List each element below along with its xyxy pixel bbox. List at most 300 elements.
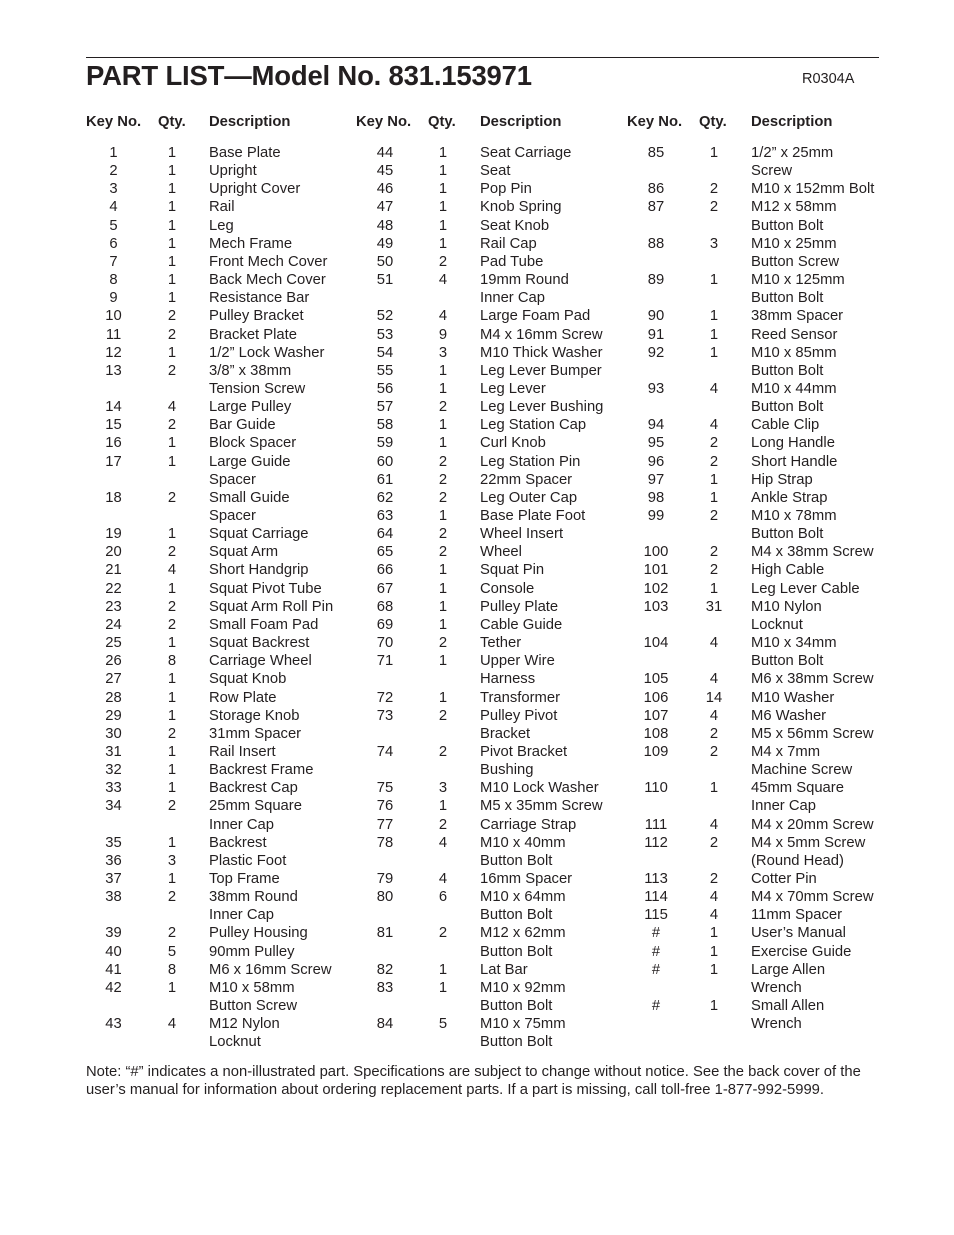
header-description: Description [480,114,562,130]
quantity: 5 [167,943,177,960]
part-description: M5 x 35mm Screw [480,798,603,815]
part-description: M10 x 40mm [480,834,566,851]
part-description: Squat Pin [480,562,545,579]
part-description: Pulley Housing [209,925,308,942]
key-number: 84 [376,1016,394,1033]
part-description: M4 x 5mm Screw [751,834,866,851]
key-number: 54 [376,344,394,361]
quantity: 1 [438,181,448,198]
part-description: Front Mech Cover [209,253,328,270]
part-description: Base Plate [209,145,281,161]
part-description: Hip Strap [751,471,813,488]
part-description: Lat Bar [480,961,528,978]
part-description: Machine Screw [751,762,853,779]
key-number: 85 [647,145,665,161]
key-number: 14 [105,399,122,416]
key-number: 109 [643,743,669,760]
quantity: 1 [167,435,177,452]
key-number: 26 [105,653,122,670]
quantity: 1 [167,871,177,887]
part-description: 3/8” x 38mm [209,362,292,379]
key-number: 65 [376,544,394,561]
key-number: 22 [105,580,122,597]
key-number: 66 [376,562,394,579]
quantity: 1 [438,145,448,161]
quantity: 1 [438,653,448,670]
part-description: 38mm Spacer [751,308,844,325]
quantity: 1 [167,235,177,252]
part-description: Leg Lever Bushing [480,399,604,416]
key-number: 39 [105,925,122,942]
key-number: 30 [105,725,122,742]
quantity: 1 [709,489,719,506]
part-description: Button Bolt [751,526,824,543]
part-description: Spacer [209,508,256,524]
key-number: 69 [376,616,394,633]
part-description: Leg Station Pin [480,453,581,470]
key-number: 110 [644,780,668,797]
quantity: 1 [167,526,177,543]
key-number: 92 [647,344,665,361]
part-description: Transformer [480,689,561,706]
part-description: Button Bolt [480,943,553,960]
key-number: 59 [376,435,394,452]
key-number: 93 [647,380,665,397]
key-number: 74 [376,743,394,760]
quantity: 1 [167,580,177,597]
quantity: 14 [705,689,723,706]
part-description: M4 x 16mm Screw [480,326,603,343]
part-description: Button Bolt [751,399,824,416]
part-description: M10 x 75mm [480,1016,566,1033]
part-description: Storage Knob [209,707,300,724]
key-number: 47 [376,199,394,216]
key-number: 33 [105,780,122,797]
part-description: Mech Frame [209,235,293,252]
part-description: Pulley Plate [480,598,559,615]
part-description: Row Plate [209,689,277,706]
quantity: 2 [167,544,177,561]
quantity: 2 [709,508,719,524]
part-description: Screw [751,163,793,180]
part-description: Leg Lever Bumper [480,362,602,379]
quantity: 3 [709,235,719,252]
key-number: 52 [376,308,394,325]
key-number: 46 [376,181,394,198]
key-number: 88 [647,235,665,252]
key-number: 111 [644,816,668,833]
quantity: 1 [438,380,448,397]
part-description: Squat Knob [209,671,287,688]
part-description: Curl Knob [480,435,546,452]
quantity: 2 [167,489,177,506]
key-number: 56 [376,380,394,397]
part-description: Carriage Strap [480,816,577,833]
part-description: Leg [209,217,234,234]
quantity: 1 [438,435,448,452]
part-description: Button Bolt [751,217,824,234]
part-description: Knob Spring [480,199,562,216]
key-number: 55 [376,362,394,379]
key-number: 28 [105,689,122,706]
part-description: Seat Knob [480,217,550,234]
quantity: 1 [438,163,448,180]
key-number: 64 [376,526,394,543]
key-number: 97 [647,471,665,488]
quantity: 2 [709,871,719,887]
part-description: M10 x 125mm [751,272,845,289]
key-number: 87 [647,199,665,216]
part-description: Wheel [480,544,522,561]
quantity: 2 [709,199,719,216]
quantity: 1 [438,508,448,524]
key-number: 107 [643,707,669,724]
header-description: Description [751,114,833,130]
key-number: 10 [105,308,122,325]
key-number: 34 [105,798,122,815]
part-description: 38mm Round [209,889,298,906]
key-number: 48 [376,217,394,234]
key-number: 27 [105,671,122,688]
quantity: 31 [705,598,723,615]
key-number: 12 [105,344,122,361]
part-description: Pivot Bracket [480,743,568,760]
part-description: 19mm Round [480,272,569,289]
quantity: 1 [709,308,719,325]
part-description: M10 Nylon [751,598,822,615]
key-number: 113 [644,871,668,887]
part-description: Cotter Pin [751,871,817,887]
part-description: Button Bolt [480,852,553,869]
key-number: 13 [105,362,122,379]
quantity: 4 [167,399,177,416]
quantity: 1 [709,272,719,289]
key-number: 68 [376,598,394,615]
key-number: 35 [105,834,122,851]
page-title: PART LIST—Model No. 831.153971 [86,60,532,91]
key-number: 67 [376,580,394,597]
quantity: 4 [167,562,177,579]
part-description: Bracket [480,725,531,742]
part-description: Button Bolt [480,998,553,1015]
part-description: Console [480,580,535,597]
part-description: 45mm Square [751,780,844,797]
part-description: Short Handgrip [209,562,309,579]
quantity: 2 [167,798,177,815]
key-number: 15 [105,417,122,434]
part-description: M10 Thick Washer [480,344,603,361]
quantity: 2 [167,326,177,343]
header-key-no: Key No. [356,114,412,130]
quantity: 1 [709,471,719,488]
key-number: 36 [105,852,122,869]
part-description: Seat [480,163,511,180]
part-description: (Round Head) [751,852,844,869]
quantity: 1 [167,253,177,270]
key-number: 104 [643,635,669,652]
part-description: M10 x 44mm [751,380,837,397]
quantity: 1 [438,562,448,579]
part-description: Inner Cap [480,290,545,307]
quantity: 4 [709,816,719,833]
part-description: Carriage Wheel [209,653,312,670]
quantity: 4 [709,907,719,924]
part-description: Button Screw [209,998,298,1015]
key-number: 76 [376,798,394,815]
key-number: 7 [109,253,118,270]
key-number: 94 [647,417,665,434]
part-description: Large Allen [751,961,826,978]
part-description: M4 x 38mm Screw [751,544,874,561]
key-number: 63 [376,508,394,524]
document-code: R0304A [802,71,855,87]
key-number: 79 [376,871,394,887]
quantity: 2 [167,889,177,906]
key-number: 4 [109,199,118,216]
quantity: 1 [167,272,177,289]
part-description: Tension Screw [209,380,306,397]
part-description: High Cable [751,562,825,579]
part-description: 31mm Spacer [209,725,302,742]
part-description: Inner Cap [209,907,274,924]
key-number: 1 [109,145,118,161]
part-description: Large Foam Pad [480,308,591,325]
quantity: 1 [167,762,177,779]
part-description: Small Foam Pad [209,616,319,633]
key-number: 96 [647,453,665,470]
key-number: 61 [376,471,394,488]
key-number: 25 [105,635,122,652]
quantity: 2 [438,635,448,652]
key-number: 18 [105,489,122,506]
part-description: Long Handle [751,435,835,452]
part-description: Bracket Plate [209,326,298,343]
part-description: 1/2” Lock Washer [209,344,325,361]
key-number: 100 [643,544,669,561]
key-number: 77 [376,816,394,833]
quantity: 1 [438,979,448,996]
quantity: 2 [709,453,719,470]
key-number: 3 [109,181,118,198]
key-number: 5 [109,217,118,234]
quantity: 2 [167,417,177,434]
quantity: 1 [438,217,448,234]
footnote: Note: “#” indicates a non-illustrated part. Specifications are subject to change without notice. See the back cover of the user’s manual for information about ordering replacement parts. If a part is missing, call toll-free 1-877-992-5999. [86,1064,861,1099]
part-description: M10 x 34mm [751,635,837,652]
part-description: M10 Washer [751,689,835,706]
part-description: Small Allen [751,998,825,1015]
part-description: Locknut [751,616,803,633]
quantity: 1 [438,580,448,597]
quantity: 4 [709,635,719,652]
quantity: 1 [167,290,177,307]
key-number: 81 [376,925,394,942]
part-description: Button Screw [751,253,840,270]
quantity: 1 [167,145,177,161]
quantity: 4 [438,871,448,887]
quantity: 1 [709,961,719,978]
quantity: 2 [709,834,719,851]
part-description: M10 x 25mm [751,235,837,252]
quantity: 4 [709,417,719,434]
part-description: M12 x 58mm [751,199,837,216]
key-number: 105 [643,671,669,688]
part-description: Bushing [480,762,534,779]
part-description: Squat Pivot Tube [209,580,322,597]
key-number: 60 [376,453,394,470]
key-number: 31 [105,743,122,760]
part-description: Spacer [209,471,256,488]
quantity: 2 [709,725,719,742]
part-description: Short Handle [751,453,838,470]
key-number: 95 [647,435,665,452]
quantity: 6 [438,889,448,906]
key-number: # [651,998,661,1015]
part-description: Button Bolt [480,1034,553,1051]
key-number: 50 [376,253,394,270]
part-description: Bar Guide [209,417,276,434]
quantity: 2 [438,253,448,270]
part-description: M10 x 85mm [751,344,837,361]
quantity: 2 [709,181,719,198]
part-description: Ankle Strap [751,489,828,506]
part-description: Block Spacer [209,435,297,452]
part-description: Rail [209,199,235,216]
quantity: 1 [709,780,719,797]
part-description: Rail Cap [480,235,537,252]
quantity: 2 [438,471,448,488]
part-description: Top Frame [209,871,280,887]
key-number: 11 [105,326,122,343]
quantity: 3 [167,852,177,869]
part-description: M10 x 152mm Bolt [751,181,875,198]
quantity: 2 [167,308,177,325]
key-number: 19 [105,526,122,543]
part-description: M12 x 62mm [480,925,566,942]
key-number: 90 [647,308,665,325]
key-number: 80 [376,889,394,906]
key-number: 89 [647,272,665,289]
quantity: 2 [438,453,448,470]
part-description: Pad Tube [480,253,544,270]
part-description: Wrench [751,979,802,996]
part-description: Leg Outer Cap [480,489,578,506]
key-number: # [651,925,661,942]
quantity: 1 [167,780,177,797]
part-description: M6 x 16mm Screw [209,961,332,978]
part-description: Squat Arm [209,544,279,561]
quantity: 4 [709,889,719,906]
part-description: Plastic Foot [209,852,287,869]
quantity: 1 [438,598,448,615]
quantity: 1 [709,580,719,597]
quantity: 1 [167,199,177,216]
part-description: 11mm Spacer [751,907,843,924]
key-number: 98 [647,489,665,506]
quantity: 1 [438,235,448,252]
quantity: 1 [167,671,177,688]
key-number: 72 [376,689,394,706]
part-description: Tether [480,635,522,652]
key-number: 8 [109,272,118,289]
key-number: 70 [376,635,394,652]
part-description: Upright [209,163,257,180]
part-description: Leg Lever Cable [751,580,860,597]
quantity: 2 [438,925,448,942]
part-description: Wheel Insert [480,526,564,543]
part-description: Harness [480,671,536,688]
quantity: 1 [167,453,177,470]
key-number: 16 [105,435,122,452]
key-number: 29 [105,707,122,724]
part-description: Wrench [751,1016,802,1033]
key-number: 41 [105,961,122,978]
quantity: 1 [167,834,177,851]
quantity: 2 [438,526,448,543]
part-description: 25mm Square [209,798,302,815]
part-description: Small Guide [209,489,290,506]
quantity: 1 [709,925,719,942]
part-description: Button Bolt [751,653,824,670]
key-number: 38 [105,889,122,906]
key-number: 24 [105,616,122,633]
key-number: # [651,961,661,978]
part-description: M12 Nylon [209,1016,280,1033]
quantity: 1 [709,998,719,1015]
quantity: 8 [167,653,177,670]
part-description: Pulley Pivot [480,707,558,724]
quantity: 1 [167,707,177,724]
key-number: 58 [376,417,394,434]
part-description: 22mm Spacer [480,471,573,488]
part-description: Pulley Bracket [209,308,304,325]
quantity: 2 [709,435,719,452]
part-description: Reed Sensor [751,326,838,343]
part-description: M4 x 20mm Screw [751,816,874,833]
key-number: 73 [376,707,394,724]
key-number: 20 [105,544,122,561]
key-number: 45 [376,163,394,180]
part-description: M10 x 64mm [480,889,566,906]
part-description: Leg Station Cap [480,417,587,434]
quantity: 2 [709,743,719,760]
part-description: Upright Cover [209,181,301,198]
quantity: 5 [438,1016,448,1033]
part-description: M10 x 92mm [480,979,566,996]
part-description: Backrest [209,834,267,851]
quantity: 2 [167,616,177,633]
part-description: Pop Pin [480,181,532,198]
key-number: 6 [109,235,118,252]
key-number: 42 [105,979,122,996]
header-qty: Qty. [428,114,456,130]
key-number: 9 [109,290,118,307]
key-number: 57 [376,399,394,416]
part-description: Squat Backrest [209,635,310,652]
key-number: 102 [643,580,669,597]
part-description: Cable Guide [480,616,563,633]
quantity: 1 [167,163,177,180]
quantity: 2 [438,399,448,416]
quantity: 1 [709,943,719,960]
part-description: M6 x 38mm Screw [751,671,874,688]
key-number: 83 [376,979,394,996]
part-description: Squat Carriage [209,526,309,543]
quantity: 2 [438,707,448,724]
part-description: 1/2” x 25mm [751,145,834,161]
part-description: M4 x 70mm Screw [751,889,874,906]
part-description: Resistance Bar [209,290,310,307]
